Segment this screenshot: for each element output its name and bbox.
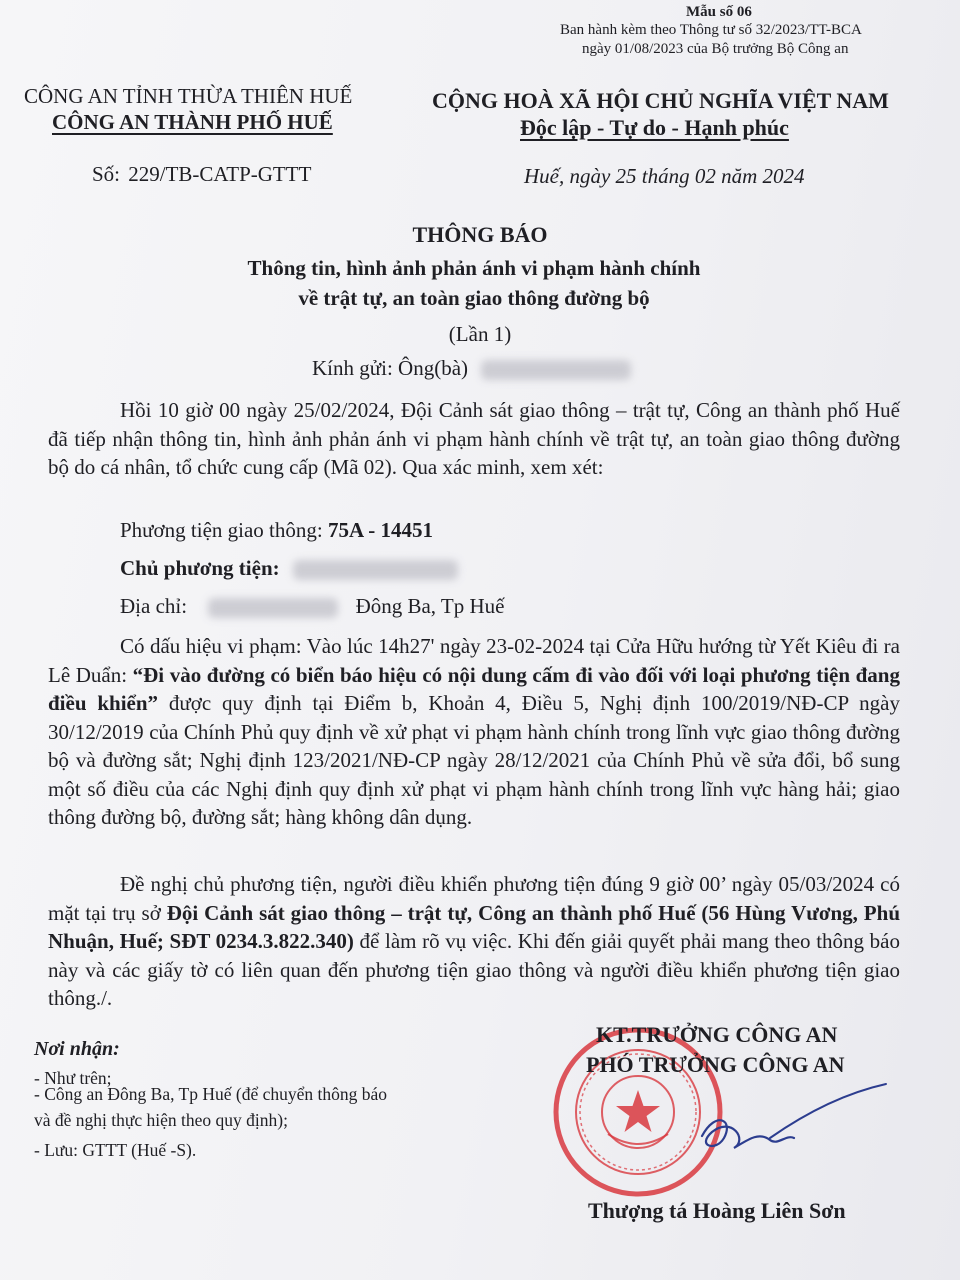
request-paragraph <box>48 870 900 1013</box>
handwritten-signature-icon <box>690 1080 890 1170</box>
redacted-address <box>208 598 338 618</box>
address-line <box>120 594 505 619</box>
recipient-item: - Như trên; <box>34 1068 112 1088</box>
form-number: Mẫu số 06 <box>686 4 752 20</box>
intro-paragraph: Hồi 10 giờ 00 ngày 25/02/2024, Đội Cảnh sát giao thông – trật tự, Công an thành phố Huế đã tiếp nhận thông tin, hình ảnh phản ánh vi phạm hành chính về trật tự, an toàn giao thông đường bộ do cá nhân, tổ chức cung cấp (Mã 02). Qua xác minh, xem xét: <box>48 398 900 479</box>
national-motto: Độc lập - Tự do - Hạnh phúc <box>520 115 789 140</box>
address-value: Đông Ba, Tp Huế <box>355 594 505 618</box>
owner-line <box>120 556 458 581</box>
violation-legal-basis: được quy định tại Điểm b, Khoản 4, Điều 5, Nghị định 100/2019/NĐ-CP ngày 30/12/2019 của Chính Phủ quy định về xử phạt vi phạm hành chính trong lĩnh vực giao thông đường bộ và đường sắt; Nghị định 123/2021/NĐ-CP ngày 28/12/2021 của Chính Phủ về sửa đổi, bổ sung một số điều của các Nghị định quy định xử phạt vi phạm hành chính trong lĩnh vực hàng hải; giao thông đường bộ, đường sắt; hàng không dân dụng. <box>48 691 900 829</box>
request-intro: Đề nghị chủ phương tiện, người điều khiển phương tiện đúng 9 giờ 00’ ngày 05/03/2024 có mặt tại trụ sở <box>48 872 900 925</box>
violation-intro: Có dấu hiệu vi phạm: Vào lúc 14h27' ngày 23-02-2024 tại Cửa Hữu hướng từ Yết Kiêu đi ra Lê Duẩn: <box>48 634 900 687</box>
document-subtitle-1: Thông tin, hình ảnh phản ánh vi phạm hành chính <box>247 256 701 280</box>
notice-count: (Lần 1) <box>448 322 512 346</box>
signature-title-2: PHÓ TRƯỞNG CÔNG AN <box>586 1052 845 1077</box>
document-date: Huế, ngày 25 tháng 02 năm 2024 <box>524 164 805 188</box>
greeting <box>312 356 631 381</box>
license-plate: 75A - 14451 <box>327 518 433 542</box>
vehicle-line <box>120 518 433 543</box>
issuing-agency: CÔNG AN TỈNH THỪA THIÊN HUẾ <box>24 84 353 108</box>
greeting-label: Kính gửi: Ông(bà) <box>312 356 469 380</box>
form-reference-line1: Ban hành kèm theo Thông tư số 32/2023/TT-BCA <box>560 22 862 38</box>
redacted-owner-name <box>293 560 458 580</box>
vehicle-label: Phương tiện giao thông: <box>120 518 323 542</box>
request-office: Đội Cảnh sát giao thông – trật tự, Công an thành phố Huế (56 Hùng Vương, Phú Nhuận, Huế; SĐT 0234.3.822.340) <box>48 900 900 953</box>
address-label: Địa chỉ: <box>120 594 188 618</box>
document-number: Số: 229/TB-CATP-GTTT <box>92 162 312 186</box>
violation-paragraph <box>48 632 900 832</box>
recipient-item: - Công an Đông Ba, Tp Huế (để chuyển thông báo <box>34 1084 388 1104</box>
document-subtitle-2: về trật tự, an toàn giao thông đường bộ <box>298 286 650 310</box>
signature-title-1: KT.TRƯỞNG CÔNG AN <box>596 1022 838 1047</box>
owner-label: Chủ phương tiện: <box>120 556 280 580</box>
request-instructions: để làm rõ vụ việc. Khi đến giải quyết phải mang theo thông báo này và các giấy tờ có liên quan đến phương tiện giao thông và người điều khiển phương tiện giao thông./. <box>48 929 900 1010</box>
recipients-title: Nơi nhận: <box>34 1038 120 1060</box>
national-title: CỘNG HOÀ XÃ HỘI CHỦ NGHĨA VIỆT NAM <box>432 88 889 113</box>
recipient-item: - Lưu: GTTT (Huế -S). <box>34 1140 197 1160</box>
form-reference-line2: ngày 01/08/2023 của Bộ trưởng Bộ Công an <box>582 41 849 57</box>
redacted-recipient-name <box>481 360 631 380</box>
signer-name: Thượng tá Hoàng Liên Sơn <box>588 1198 846 1223</box>
violation-description: “Đi vào đường có biển báo hiệu có nội dung cấm đi vào đối với loại phương tiện đang điều khiển” <box>48 662 900 715</box>
document-title: THÔNG BÁO <box>412 222 548 247</box>
recipient-item: và đề nghị thực hiện theo quy định); <box>34 1110 288 1130</box>
issuing-unit: CÔNG AN THÀNH PHỐ HUẾ <box>52 110 333 134</box>
